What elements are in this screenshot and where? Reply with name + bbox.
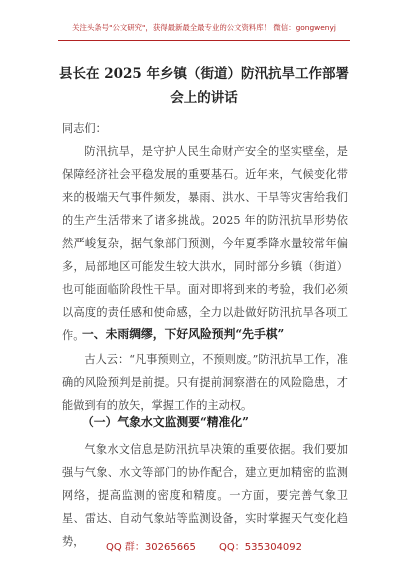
footer-qq-group: QQ 群：30265665 xyxy=(105,542,196,553)
section-heading-1: 一、未雨绸缪，下好风险预判“先手棋” xyxy=(82,327,285,341)
paragraph-section-1: 古人云：“凡事预则立，不预则废。”防汛抗旱工作，准确的风险预判是前提。只有提前洞察潜在的风险隐患，才能做到有的放矢，掌握工作的主动权。 xyxy=(62,353,348,412)
greeting: 同志们： xyxy=(62,122,107,135)
document-title: 县长在 2025 年乡镇（街道）防汛抗旱工作部署会上的讲话 xyxy=(59,66,349,106)
footer-qq: QQ：535304092 xyxy=(219,542,303,553)
header-divider xyxy=(58,40,350,41)
top-banner: 关注头条号"公文研究"，获得最新最全最专业的公文资料库！ 微信：gongwenyj xyxy=(72,23,336,32)
footer-contact xyxy=(0,538,408,553)
paragraph-subsection-1: 气象水文信息是防汛抗旱决策的重要依据。我们要加强与气象、水文等部门的协作配合，建立更加精密的监测网络，提高监测的密度和精度。一方面，要完善气象卫星、雷达、自动气象站等监测设备，实时掌握天气变化趋势， xyxy=(62,443,348,548)
subsection-heading-1: （一）气象水文监测要“精准化” xyxy=(82,415,249,429)
paragraph-intro: 防汛抗旱，是守护人民生命财产安全的坚实壁垒，是保障经济社会平稳发展的重要基石。近年来，气候变化带来的极端天气事件频发，暴雨、洪水、干旱等灾害给我们的生产生活带来了诸多挑战。2025 年的防汛抗旱形势依然严峻复杂，据气象部门预测，今年夏季降水量较常年偏多，局部地区可能发生较大洪水，同时部分乡镇（街道）也可能面临阶段性干旱。面对即将到来的考验，我们必须以高度的责任感和使命感，全力以赴做好防汛抗旱各项工作。 xyxy=(62,145,348,342)
